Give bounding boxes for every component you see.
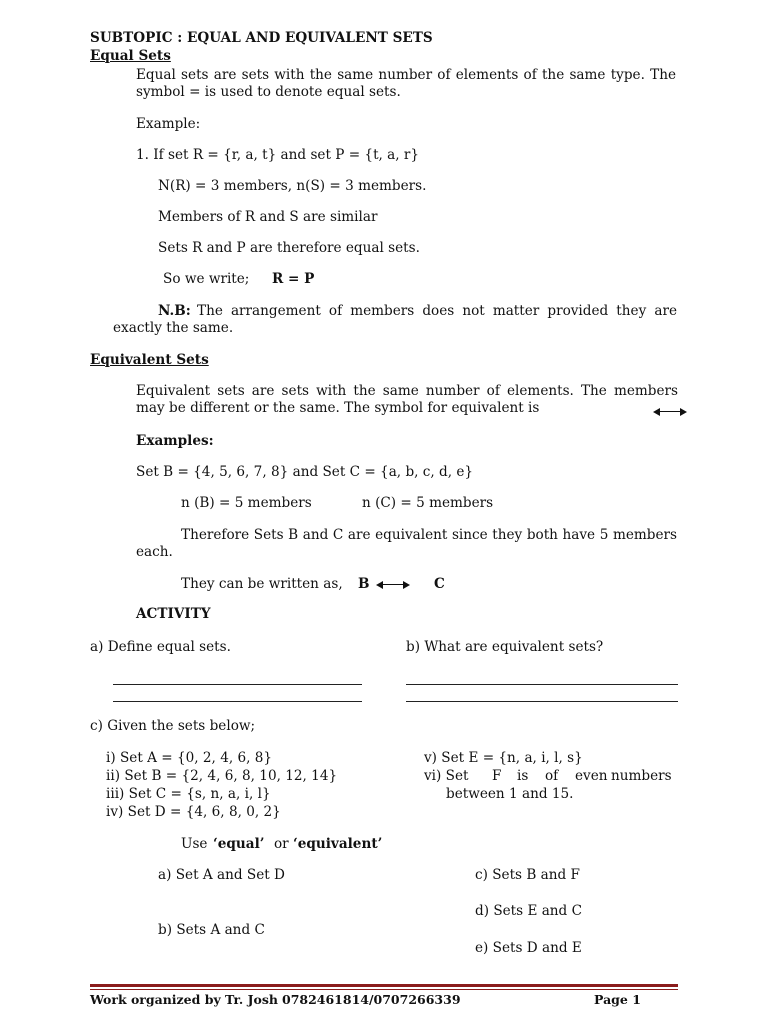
written-left-set: B [358, 576, 370, 592]
activity-heading: ACTIVITY [136, 606, 211, 622]
equal-sets-heading: Equal Sets [90, 48, 171, 64]
set-v: v) Set E = {n, a, i, l, s} [424, 750, 583, 766]
set-vi-word: numbers [611, 768, 672, 784]
footer-rule-thin [90, 989, 678, 990]
pair-item: e) Sets D and E [475, 940, 582, 956]
use-equal: ‘equal’ [213, 836, 265, 852]
set-list-item: ii) Set B = {2, 4, 6, 8, 10, 12, 14} [106, 768, 338, 784]
answer-line-b-2[interactable] [406, 701, 678, 702]
write-expression: R = P [272, 271, 315, 287]
question-b: b) What are equivalent sets? [406, 639, 604, 655]
subtopic-title: SUBTOPIC : EQUAL AND EQUIVALENT SETS [90, 30, 433, 46]
set-vi-word: F [492, 768, 502, 784]
equivalent-therefore: Therefore Sets B and C are equivalent since they both have 5 members each. [136, 527, 677, 560]
equal-sets-definition: Equal sets are sets with the same number of elements of the same type. The symbol = is used to denote equal sets. [136, 67, 676, 100]
pair-item: c) Sets B and F [475, 867, 580, 883]
footer-phone: 0782461814/0707266339 [282, 992, 461, 1007]
question-c: c) Given the sets below; [90, 718, 256, 734]
example-therefore: Sets R and P are therefore equal sets. [158, 240, 420, 256]
equivalent-double-arrow-icon [653, 408, 687, 416]
pair-item: d) Sets E and C [475, 903, 582, 919]
footer-rule [90, 984, 678, 987]
pair-item: b) Sets A and C [158, 922, 265, 938]
answer-line-a-1[interactable] [113, 684, 362, 685]
example-label: Example: [136, 116, 201, 132]
example-similar: Members of R and S are similar [158, 209, 378, 225]
n-c-count: n (C) = 5 members [362, 495, 494, 511]
footer-author: Work organized by Tr. Josh [90, 992, 278, 1007]
written-right-set: C [434, 576, 445, 592]
pair-item: a) Set A and Set D [158, 867, 285, 883]
use-or: or [274, 836, 289, 852]
question-a: a) Define equal sets. [90, 639, 231, 655]
footer-page-number: Page 1 [594, 992, 641, 1007]
set-list-item: iv) Set D = {4, 6, 8, 0, 2} [106, 804, 281, 820]
nb-label: N.B: [158, 303, 191, 319]
written-double-arrow-icon [376, 581, 410, 589]
set-vi-word: of [545, 768, 559, 784]
n-b-count: n (B) = 5 members [181, 495, 312, 511]
set-vi-lead: vi) Set [424, 768, 469, 784]
nb-text: The arrangement of members does not matter provided they are exactly the same. [113, 303, 677, 336]
answer-line-a-2[interactable] [113, 701, 362, 702]
equivalent-sets-definition: Equivalent sets are sets with the same number of elements. The members may be different or the same. The symbol for equivalent is [136, 383, 678, 416]
written-prefix: They can be written as, [181, 576, 343, 592]
set-list-item: iii) Set C = {s, n, a, i, l} [106, 786, 271, 802]
example-sets: Set B = {4, 5, 6, 7, 8} and Set C = {a, b, c, d, e} [136, 464, 474, 480]
example-counts: N(R) = 3 members, n(S) = 3 members. [158, 178, 427, 194]
use-equivalent: ‘equivalent’ [293, 836, 383, 852]
set-vi-line2: between 1 and 15. [446, 786, 574, 802]
write-prefix: So we write; [163, 271, 250, 287]
set-vi-word: even [575, 768, 608, 784]
examples-label: Examples: [136, 433, 214, 449]
use-prefix: Use [181, 836, 208, 852]
example-item-1: 1. If set R = {r, a, t} and set P = {t, a, r} [136, 147, 420, 163]
answer-line-b-1[interactable] [406, 684, 678, 685]
set-vi-word: is [517, 768, 529, 784]
set-list-item: i) Set A = {0, 2, 4, 6, 8} [106, 750, 273, 766]
equivalent-sets-heading: Equivalent Sets [90, 352, 209, 368]
